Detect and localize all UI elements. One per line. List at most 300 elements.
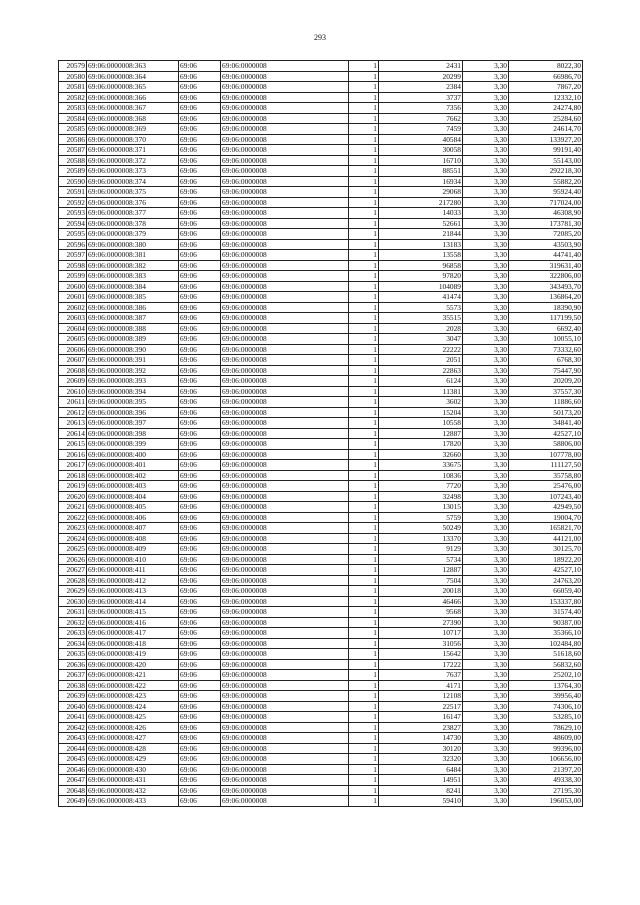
quarter-code-cell: 69:06:0000008 [221,145,349,156]
area-cell: 7459 [379,124,463,135]
table-row [59,470,583,481]
quarter-code-cell: 69:06:0000008 [221,397,349,408]
area-cell: 30058 [379,145,463,156]
area-cell: 13370 [379,533,463,544]
area-cell: 13015 [379,502,463,513]
rate-cell: 3,30 [463,712,509,723]
cadastral-number-cell: 69:06:0000008:380 [87,239,179,250]
table-row [59,271,583,282]
district-code-cell: 69:06 [179,785,221,796]
district-code-cell: 69:06 [179,124,221,135]
count-cell: 1 [349,659,379,670]
table-row [59,796,583,807]
count-cell: 1 [349,418,379,429]
area-cell: 15204 [379,407,463,418]
rate-cell: 3,30 [463,313,509,324]
area-cell: 104089 [379,281,463,292]
cadastral-value-cell: 343493,70 [509,281,583,292]
quarter-code-cell: 69:06:0000008 [221,166,349,177]
table-row [59,712,583,723]
cadastral-number-cell: 69:06:0000008:398 [87,428,179,439]
cadastral-number-cell: 69:06:0000008:429 [87,754,179,765]
rate-cell: 3,30 [463,355,509,366]
district-code-cell: 69:06 [179,502,221,513]
table-row [59,764,583,775]
district-code-cell: 69:06 [179,743,221,754]
table-row [59,323,583,334]
district-code-cell: 69:06 [179,208,221,219]
row-number-cell: 20647 [59,775,87,786]
quarter-code-cell: 69:06:0000008 [221,176,349,187]
district-code-cell: 69:06 [179,586,221,597]
cadastral-value-cell: 10055,10 [509,334,583,345]
row-number-cell: 20633 [59,628,87,639]
count-cell: 1 [349,397,379,408]
district-code-cell: 69:06 [179,659,221,670]
table-row [59,124,583,135]
table-row [59,659,583,670]
cadastral-value-cell: 24763,20 [509,575,583,586]
quarter-code-cell: 69:06:0000008 [221,470,349,481]
district-code-cell: 69:06 [179,649,221,660]
rate-cell: 3,30 [463,208,509,219]
row-number-cell: 20593 [59,208,87,219]
table-row [59,92,583,103]
table-row [59,155,583,166]
cadastral-number-cell: 69:06:0000008:409 [87,544,179,555]
cadastral-number-cell: 69:06:0000008:410 [87,554,179,565]
quarter-code-cell: 69:06:0000008 [221,460,349,471]
table-row [59,565,583,576]
cadastral-value-cell: 90387,00 [509,617,583,628]
quarter-code-cell: 69:06:0000008 [221,103,349,114]
count-cell: 1 [349,743,379,754]
count-cell: 1 [349,344,379,355]
quarter-code-cell: 69:06:0000008 [221,365,349,376]
district-code-cell: 69:06 [179,313,221,324]
cadastral-number-cell: 69:06:0000008:406 [87,512,179,523]
row-number-cell: 20643 [59,733,87,744]
row-number-cell: 20611 [59,397,87,408]
table-row [59,460,583,471]
rate-cell: 3,30 [463,407,509,418]
count-cell: 1 [349,92,379,103]
rate-cell: 3,30 [463,376,509,387]
row-number-cell: 20585 [59,124,87,135]
district-code-cell: 69:06 [179,92,221,103]
cadastral-number-cell: 69:06:0000008:372 [87,155,179,166]
cadastral-number-cell: 69:06:0000008:413 [87,586,179,597]
area-cell: 52661 [379,218,463,229]
area-cell: 40584 [379,134,463,145]
area-cell: 16147 [379,712,463,723]
cadastral-value-cell: 20209,20 [509,376,583,387]
area-cell: 2051 [379,355,463,366]
district-code-cell: 69:06 [179,691,221,702]
cadastral-value-cell: 43503,90 [509,239,583,250]
area-cell: 46466 [379,596,463,607]
district-code-cell: 69:06 [179,166,221,177]
row-number-cell: 20598 [59,260,87,271]
table-row [59,134,583,145]
count-cell: 1 [349,113,379,124]
count-cell: 1 [349,229,379,240]
quarter-code-cell: 69:06:0000008 [221,554,349,565]
district-code-cell: 69:06 [179,302,221,313]
cadastral-value-cell: 42527,10 [509,428,583,439]
district-code-cell: 69:06 [179,386,221,397]
district-code-cell: 69:06 [179,397,221,408]
district-code-cell: 69:06 [179,239,221,250]
district-code-cell: 69:06 [179,260,221,271]
row-number-cell: 20628 [59,575,87,586]
count-cell: 1 [349,166,379,177]
area-cell: 7662 [379,113,463,124]
quarter-code-cell: 69:06:0000008 [221,712,349,723]
count-cell: 1 [349,208,379,219]
table-row [59,575,583,586]
quarter-code-cell: 69:06:0000008 [221,323,349,334]
area-cell: 10836 [379,470,463,481]
area-cell: 27390 [379,617,463,628]
table-row [59,638,583,649]
row-number-cell: 20594 [59,218,87,229]
row-number-cell: 20623 [59,523,87,534]
quarter-code-cell: 69:06:0000008 [221,271,349,282]
cadastral-value-cell: 8022,30 [509,61,583,72]
quarter-code-cell: 69:06:0000008 [221,61,349,72]
area-cell: 7720 [379,481,463,492]
cadastral-number-cell: 69:06:0000008:416 [87,617,179,628]
rate-cell: 3,30 [463,754,509,765]
cadastral-number-cell: 69:06:0000008:392 [87,365,179,376]
cadastral-value-cell: 6768,30 [509,355,583,366]
quarter-code-cell: 69:06:0000008 [221,533,349,544]
rate-cell: 3,30 [463,565,509,576]
district-code-cell: 69:06 [179,355,221,366]
area-cell: 4171 [379,680,463,691]
area-cell: 7356 [379,103,463,114]
table-row [59,166,583,177]
cadastral-value-cell: 717024,00 [509,197,583,208]
row-number-cell: 20604 [59,323,87,334]
rate-cell: 3,30 [463,71,509,82]
count-cell: 1 [349,103,379,114]
count-cell: 1 [349,733,379,744]
district-code-cell: 69:06 [179,365,221,376]
cadastral-value-cell: 12332,10 [509,92,583,103]
district-code-cell: 69:06 [179,292,221,303]
count-cell: 1 [349,607,379,618]
cadastral-number-cell: 69:06:0000008:370 [87,134,179,145]
rate-cell: 3,30 [463,670,509,681]
count-cell: 1 [349,554,379,565]
row-number-cell: 20625 [59,544,87,555]
district-code-cell: 69:06 [179,103,221,114]
rate-cell: 3,30 [463,586,509,597]
cadastral-number-cell: 69:06:0000008:378 [87,218,179,229]
table-row [59,218,583,229]
area-cell: 32660 [379,449,463,460]
table-row [59,628,583,639]
cadastral-value-cell: 66059,40 [509,586,583,597]
table-row [59,775,583,786]
quarter-code-cell: 69:06:0000008 [221,575,349,586]
table-row [59,491,583,502]
table-row [59,617,583,628]
area-cell: 96858 [379,260,463,271]
table-row [59,701,583,712]
rate-cell: 3,30 [463,722,509,733]
quarter-code-cell: 69:06:0000008 [221,586,349,597]
count-cell: 1 [349,197,379,208]
cadastral-number-cell: 69:06:0000008:374 [87,176,179,187]
quarter-code-cell: 69:06:0000008 [221,722,349,733]
table-row [59,239,583,250]
rate-cell: 3,30 [463,61,509,72]
cadastral-value-cell: 55882,20 [509,176,583,187]
count-cell: 1 [349,512,379,523]
cadastral-value-cell: 66986,70 [509,71,583,82]
quarter-code-cell: 69:06:0000008 [221,292,349,303]
count-cell: 1 [349,670,379,681]
quarter-code-cell: 69:06:0000008 [221,439,349,450]
quarter-code-cell: 69:06:0000008 [221,544,349,555]
area-cell: 31056 [379,638,463,649]
row-number-cell: 20591 [59,187,87,198]
table-row [59,82,583,93]
rate-cell: 3,30 [463,239,509,250]
cadastral-number-cell: 69:06:0000008:384 [87,281,179,292]
rate-cell: 3,30 [463,470,509,481]
count-cell: 1 [349,649,379,660]
cadastral-number-cell: 69:06:0000008:407 [87,523,179,534]
area-cell: 59410 [379,796,463,807]
area-cell: 9568 [379,607,463,618]
cadastral-value-cell: 46308,90 [509,208,583,219]
cadastral-number-cell: 69:06:0000008:417 [87,628,179,639]
table-row [59,722,583,733]
table-row [59,785,583,796]
district-code-cell: 69:06 [179,197,221,208]
cadastral-value-cell: 30125,70 [509,544,583,555]
rate-cell: 3,30 [463,796,509,807]
rate-cell: 3,30 [463,82,509,93]
quarter-code-cell: 69:06:0000008 [221,250,349,261]
area-cell: 14730 [379,733,463,744]
row-number-cell: 20584 [59,113,87,124]
district-code-cell: 69:06 [179,229,221,240]
count-cell: 1 [349,764,379,775]
area-cell: 97820 [379,271,463,282]
page-number: 293 [314,33,326,42]
table-row [59,649,583,660]
district-code-cell: 69:06 [179,407,221,418]
cadastral-number-cell: 69:06:0000008:422 [87,680,179,691]
area-cell: 35515 [379,313,463,324]
table-row [59,554,583,565]
count-cell: 1 [349,250,379,261]
cadastral-value-cell: 102484,80 [509,638,583,649]
rate-cell: 3,30 [463,617,509,628]
cadastral-value-cell: 95924,40 [509,187,583,198]
cadastral-number-cell: 69:06:0000008:414 [87,596,179,607]
cadastral-value-cell: 31574,40 [509,607,583,618]
table-row [59,197,583,208]
quarter-code-cell: 69:06:0000008 [221,512,349,523]
cadastral-value-cell: 173781,30 [509,218,583,229]
table-row [59,743,583,754]
cadastral-number-cell: 69:06:0000008:394 [87,386,179,397]
rate-cell: 3,30 [463,523,509,534]
quarter-code-cell: 69:06:0000008 [221,596,349,607]
rate-cell: 3,30 [463,418,509,429]
cadastral-number-cell: 69:06:0000008:381 [87,250,179,261]
count-cell: 1 [349,323,379,334]
row-number-cell: 20589 [59,166,87,177]
row-number-cell: 20631 [59,607,87,618]
cadastral-value-table [58,60,583,807]
cadastral-number-cell: 69:06:0000008:404 [87,491,179,502]
quarter-code-cell: 69:06:0000008 [221,334,349,345]
row-number-cell: 20635 [59,649,87,660]
cadastral-number-cell: 69:06:0000008:399 [87,439,179,450]
row-number-cell: 20595 [59,229,87,240]
rate-cell: 3,30 [463,187,509,198]
row-number-cell: 20581 [59,82,87,93]
district-code-cell: 69:06 [179,523,221,534]
area-cell: 16934 [379,176,463,187]
count-cell: 1 [349,523,379,534]
table-row [59,512,583,523]
quarter-code-cell: 69:06:0000008 [221,565,349,576]
district-code-cell: 69:06 [179,596,221,607]
row-number-cell: 20646 [59,764,87,775]
cadastral-number-cell: 69:06:0000008:376 [87,197,179,208]
count-cell: 1 [349,428,379,439]
rate-cell: 3,30 [463,292,509,303]
table-row [59,754,583,765]
quarter-code-cell: 69:06:0000008 [221,229,349,240]
cadastral-value-cell: 25476,00 [509,481,583,492]
count-cell: 1 [349,775,379,786]
count-cell: 1 [349,176,379,187]
count-cell: 1 [349,124,379,135]
cadastral-value-cell: 292218,30 [509,166,583,177]
count-cell: 1 [349,680,379,691]
district-code-cell: 69:06 [179,554,221,565]
table-row [59,449,583,460]
count-cell: 1 [349,239,379,250]
cadastral-number-cell: 69:06:0000008:373 [87,166,179,177]
rate-cell: 3,30 [463,575,509,586]
table-row [59,533,583,544]
rate-cell: 3,30 [463,155,509,166]
cadastral-number-cell: 69:06:0000008:419 [87,649,179,660]
row-number-cell: 20605 [59,334,87,345]
cadastral-number-cell: 69:06:0000008:402 [87,470,179,481]
cadastral-number-cell: 69:06:0000008:387 [87,313,179,324]
area-cell: 15642 [379,649,463,660]
rate-cell: 3,30 [463,491,509,502]
area-cell: 8241 [379,785,463,796]
count-cell: 1 [349,260,379,271]
district-code-cell: 69:06 [179,701,221,712]
cadastral-value-cell: 322806,00 [509,271,583,282]
count-cell: 1 [349,491,379,502]
quarter-code-cell: 69:06:0000008 [221,71,349,82]
rate-cell: 3,30 [463,607,509,618]
count-cell: 1 [349,82,379,93]
area-cell: 12887 [379,428,463,439]
count-cell: 1 [349,596,379,607]
quarter-code-cell: 69:06:0000008 [221,754,349,765]
table-row [59,292,583,303]
district-code-cell: 69:06 [179,565,221,576]
rate-cell: 3,30 [463,281,509,292]
cadastral-value-cell: 73332,60 [509,344,583,355]
table-row [59,397,583,408]
count-cell: 1 [349,313,379,324]
row-number-cell: 20586 [59,134,87,145]
district-code-cell: 69:06 [179,418,221,429]
rate-cell: 3,30 [463,554,509,565]
row-number-cell: 20640 [59,701,87,712]
cadastral-value-cell: 35366,10 [509,628,583,639]
cadastral-value-cell: 75447,90 [509,365,583,376]
cadastral-number-cell: 69:06:0000008:427 [87,733,179,744]
count-cell: 1 [349,61,379,72]
area-cell: 11381 [379,386,463,397]
area-cell: 9129 [379,544,463,555]
district-code-cell: 69:06 [179,449,221,460]
quarter-code-cell: 69:06:0000008 [221,155,349,166]
cadastral-number-cell: 69:06:0000008:421 [87,670,179,681]
count-cell: 1 [349,796,379,807]
cadastral-value-cell: 44121,00 [509,533,583,544]
count-cell: 1 [349,187,379,198]
table-row [59,407,583,418]
row-number-cell: 20599 [59,271,87,282]
row-number-cell: 20614 [59,428,87,439]
row-number-cell: 20617 [59,460,87,471]
cadastral-number-cell: 69:06:0000008:365 [87,82,179,93]
row-number-cell: 20619 [59,481,87,492]
quarter-code-cell: 69:06:0000008 [221,218,349,229]
area-cell: 6484 [379,764,463,775]
row-number-cell: 20612 [59,407,87,418]
district-code-cell: 69:06 [179,491,221,502]
cadastral-value-cell: 18922,20 [509,554,583,565]
quarter-code-cell: 69:06:0000008 [221,113,349,124]
row-number-cell: 20649 [59,796,87,807]
area-cell: 12108 [379,691,463,702]
row-number-cell: 20615 [59,439,87,450]
cadastral-value-cell: 107243,40 [509,491,583,502]
quarter-code-cell: 69:06:0000008 [221,302,349,313]
row-number-cell: 20613 [59,418,87,429]
row-number-cell: 20579 [59,61,87,72]
area-cell: 7504 [379,575,463,586]
cadastral-number-cell: 69:06:0000008:371 [87,145,179,156]
district-code-cell: 69:06 [179,82,221,93]
quarter-code-cell: 69:06:0000008 [221,313,349,324]
cadastral-number-cell: 69:06:0000008:401 [87,460,179,471]
row-number-cell: 20626 [59,554,87,565]
cadastral-value-cell: 24614,70 [509,124,583,135]
row-number-cell: 20621 [59,502,87,513]
quarter-code-cell: 69:06:0000008 [221,386,349,397]
